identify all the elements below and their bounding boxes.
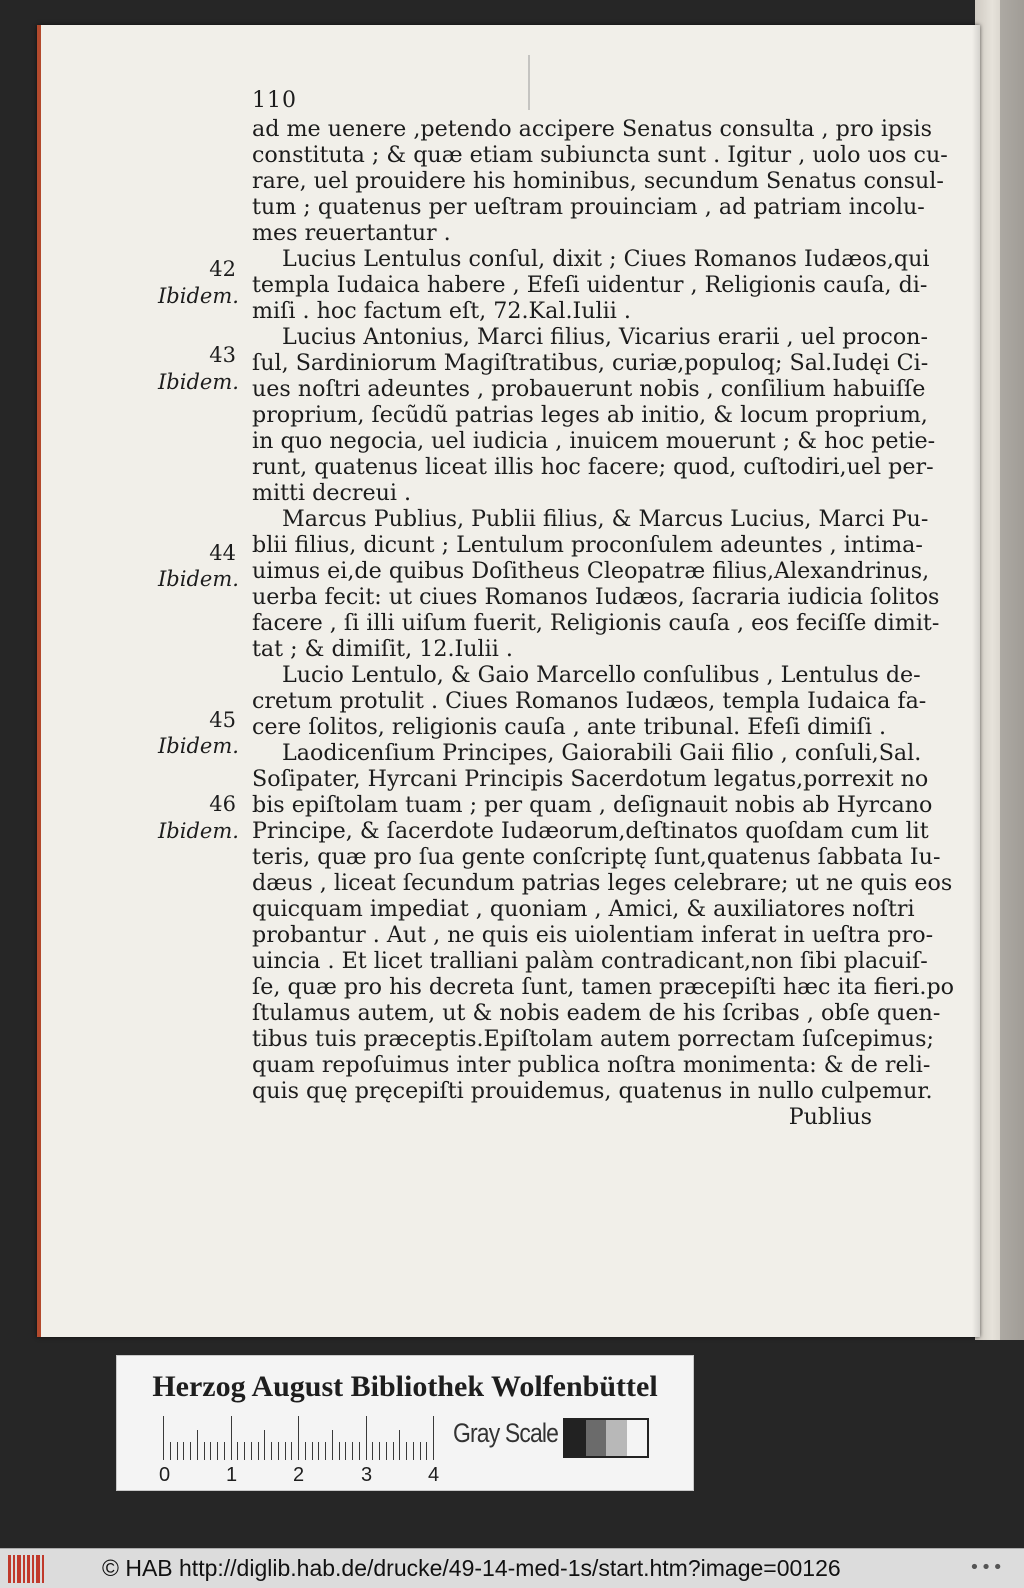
text-line: rare, uel prouidere his hominibus, secundum Senatus consul- [252, 168, 944, 194]
text-line: uimus ei,de quibus Doſitheus Cleopatræ filius,Alexandrinus, [252, 558, 930, 584]
ruler-tick [433, 1416, 434, 1460]
margin-note-reference: Ibidem. [158, 567, 239, 591]
text-line: ſul, Sardiniorum Magiſtratibus, curiæ,populoq; Sal.Iudęi Ci- [252, 350, 929, 376]
ruler-tick [426, 1442, 427, 1460]
ruler-tick [224, 1442, 225, 1460]
ruler-tick [372, 1442, 373, 1460]
text-line: in quo negocia, uel iudicia , inuicem mouerunt ; & hoc petie- [252, 428, 936, 454]
ruler-tick [393, 1442, 394, 1460]
ruler-number: 2 [293, 1464, 305, 1486]
ruler-tick [420, 1442, 421, 1460]
ruler-tick [177, 1442, 178, 1460]
ruler-tick [204, 1442, 205, 1460]
text-line: ſe, quæ pro his decreta ſunt, tamen præcepiſti hæc ita fieri.po [252, 974, 955, 1000]
text-line: ſtulamus autem, ut & nobis eadem de his ſcribas , obſe quen- [252, 1000, 941, 1026]
gray-scale-bar [563, 1418, 649, 1458]
ruler-tick [264, 1430, 265, 1460]
ruler-tick [163, 1416, 164, 1460]
library-scale-card [116, 1355, 694, 1491]
ruler-tick [285, 1442, 286, 1460]
ruler-tick [244, 1442, 245, 1460]
ruler-tick [237, 1442, 238, 1460]
text-line: teris, quæ pro ſua gente conſcriptę ſunt,quatenus ſabbata Iu- [252, 844, 941, 870]
margin-note-reference: Ibidem. [158, 284, 239, 308]
text-line: mitti decreui . [252, 480, 412, 506]
ruler-tick [271, 1442, 272, 1460]
status-bar [0, 1548, 1024, 1588]
copyright-url-text[interactable]: © HAB http://diglib.hab.de/drucke/49-14-med-1s/start.htm?image=00126 [102, 1555, 841, 1581]
catchword: Publius [788, 1104, 872, 1130]
text-line: mes reuertantur . [252, 220, 451, 246]
text-line: miſi . hoc factum eſt, 72.Kal.Iulii . [252, 298, 631, 324]
ruler-scale [163, 1416, 435, 1460]
text-line: uincia . Et licet tralliani palàm contradicant,non ſibi placuiſ- [252, 948, 928, 974]
text-line: cere ſolitos, religionis cauſa , ante tribunal. Efeſi dimiſi . [252, 714, 887, 740]
margin-note-reference: Ibidem. [158, 370, 239, 394]
ruler-number: 0 [159, 1464, 171, 1486]
ruler-tick [345, 1442, 346, 1460]
text-line: tum ; quatenus per ueſtram prouinciam , ad patriam incolu- [252, 194, 925, 220]
gray-swatch [606, 1420, 627, 1456]
text-line: bis epiſtolam tuam ; per quam , deſignauit nobis ab Hyrcano [252, 792, 933, 818]
text-line: templa Iudaica habere , Efeſi uidentur , Religionis cauſa, di- [252, 272, 928, 298]
text-line: cretum protulit . Ciues Romanos Iudæos, templa Iudaica fa- [252, 688, 927, 714]
gray-swatch [586, 1420, 607, 1456]
ruler-number: 4 [428, 1464, 440, 1486]
ruler-tick [312, 1442, 313, 1460]
ruler-tick [210, 1442, 211, 1460]
ruler-tick [278, 1442, 279, 1460]
ruler-tick [298, 1416, 299, 1460]
page-edge-shadow [1000, 0, 1024, 1340]
margin-note-reference: Ibidem. [158, 734, 239, 758]
ruler-tick [251, 1442, 252, 1460]
ruler-tick [217, 1442, 218, 1460]
text-line: Laodicenſium Principes, Gaiorabili Gaii filio , conſuli,Sal. [282, 740, 922, 766]
text-line: uerba fecit: ut ciues Romanos Iudæos, ſacraria iudicia ſolitos [252, 584, 940, 610]
ruler-tick [332, 1430, 333, 1460]
margin-note-number: 44 [209, 541, 236, 565]
margin-note-number: 43 [209, 343, 236, 367]
margin-note-reference: Ibidem. [158, 819, 239, 843]
margin-note-number: 46 [209, 792, 236, 816]
ruler-tick [413, 1442, 414, 1460]
barcode-icon [8, 1555, 44, 1583]
text-line: dæus , liceat ſecundum patrias leges celebrare; ut ne quis eos [252, 870, 953, 896]
ruler-tick [305, 1442, 306, 1460]
library-title: Herzog August Bibliothek Wolfenbüttel [152, 1370, 658, 1403]
ruler-tick [170, 1442, 171, 1460]
ruler-number: 3 [361, 1464, 373, 1486]
ruler-tick [190, 1442, 191, 1460]
text-line: probantur . Aut , ne quis eis uiolentiam inferat in ueſtra pro- [252, 922, 934, 948]
ruler-tick [359, 1442, 360, 1460]
ruler-tick [258, 1442, 259, 1460]
margin-note-number: 42 [209, 257, 236, 281]
ruler-tick [379, 1442, 380, 1460]
ruler-tick [291, 1442, 292, 1460]
ruler-tick [406, 1442, 407, 1460]
text-line: blii filius, dicunt ; Lentulum proconſulem adeuntes , intima- [252, 532, 923, 558]
text-line: Lucio Lentulo, & Gaio Marcello conſulibus , Lentulus de- [282, 662, 921, 688]
text-line: Principe, & ſacerdote Iudæorum,deſtinatos quoſdam cum lit [252, 818, 929, 844]
text-line: quam repoſuimus inter publica noſtra monimenta: & de reli- [252, 1052, 931, 1078]
text-line: Lucius Antonius, Marci filius, Vicarius erarii , uel procon- [282, 324, 928, 350]
ruler-tick [231, 1416, 232, 1460]
gray-scale-label: Gray Scale [453, 1418, 559, 1448]
ruler-tick [339, 1442, 340, 1460]
gutter-mark [528, 55, 530, 110]
more-icon[interactable]: ••• [969, 1557, 1004, 1578]
gray-swatch [627, 1420, 648, 1456]
ruler-tick [399, 1430, 400, 1460]
text-line: runt, quatenus liceat illis hoc facere; quod, cuſtodiri,uel per- [252, 454, 934, 480]
ruler-tick [386, 1442, 387, 1460]
ruler-tick [366, 1416, 367, 1460]
margin-note-number: 45 [209, 708, 236, 732]
text-line: constituta ; & quæ etiam subiuncta sunt . Igitur , uolo uos cu- [252, 142, 948, 168]
ruler-tick [318, 1442, 319, 1460]
text-line: Marcus Publius, Publii filius, & Marcus Lucius, Marci Pu- [282, 506, 929, 532]
ruler-tick [352, 1442, 353, 1460]
text-line: tibus tuis præceptis.Epiſtolam autem porrectam ſuſcepimus; [252, 1026, 934, 1052]
ruler-tick [183, 1442, 184, 1460]
gray-swatch [565, 1420, 586, 1456]
text-line: quis quę pręcepiſti prouidemus, quatenus in nullo culpemur. [252, 1078, 933, 1104]
text-line: ad me uenere ,petendo accipere Senatus consulta , pro ipsis [252, 116, 933, 142]
text-line: facere , ſi illi uiſum fuerit, Religionis cauſa , eos feciſſe dimit- [252, 610, 940, 636]
text-line: quicquam impediat , quoniam , Amici, & auxiliatores noſtri [252, 896, 915, 922]
page-text [252, 116, 955, 1130]
text-line: ues noſtri adeuntes , probauerunt nobis , conſilium habuiſſe [252, 376, 926, 402]
text-line: proprium, ſecũdũ patrias leges ab initio, & locum proprium, [252, 402, 928, 428]
text-line: Lucius Lentulus conſul, dixit ; Ciues Romanos Iudæos,qui [282, 246, 930, 272]
ruler-tick [325, 1442, 326, 1460]
page-number: 110 [252, 88, 297, 113]
text-line: tat ; & dimiſit, 12.Iulii . [252, 636, 513, 662]
ruler-tick [197, 1430, 198, 1460]
text-line: Soſipater, Hyrcani Principis Sacerdotum legatus,porrexit no [252, 766, 929, 792]
ruler-number: 1 [226, 1464, 238, 1486]
